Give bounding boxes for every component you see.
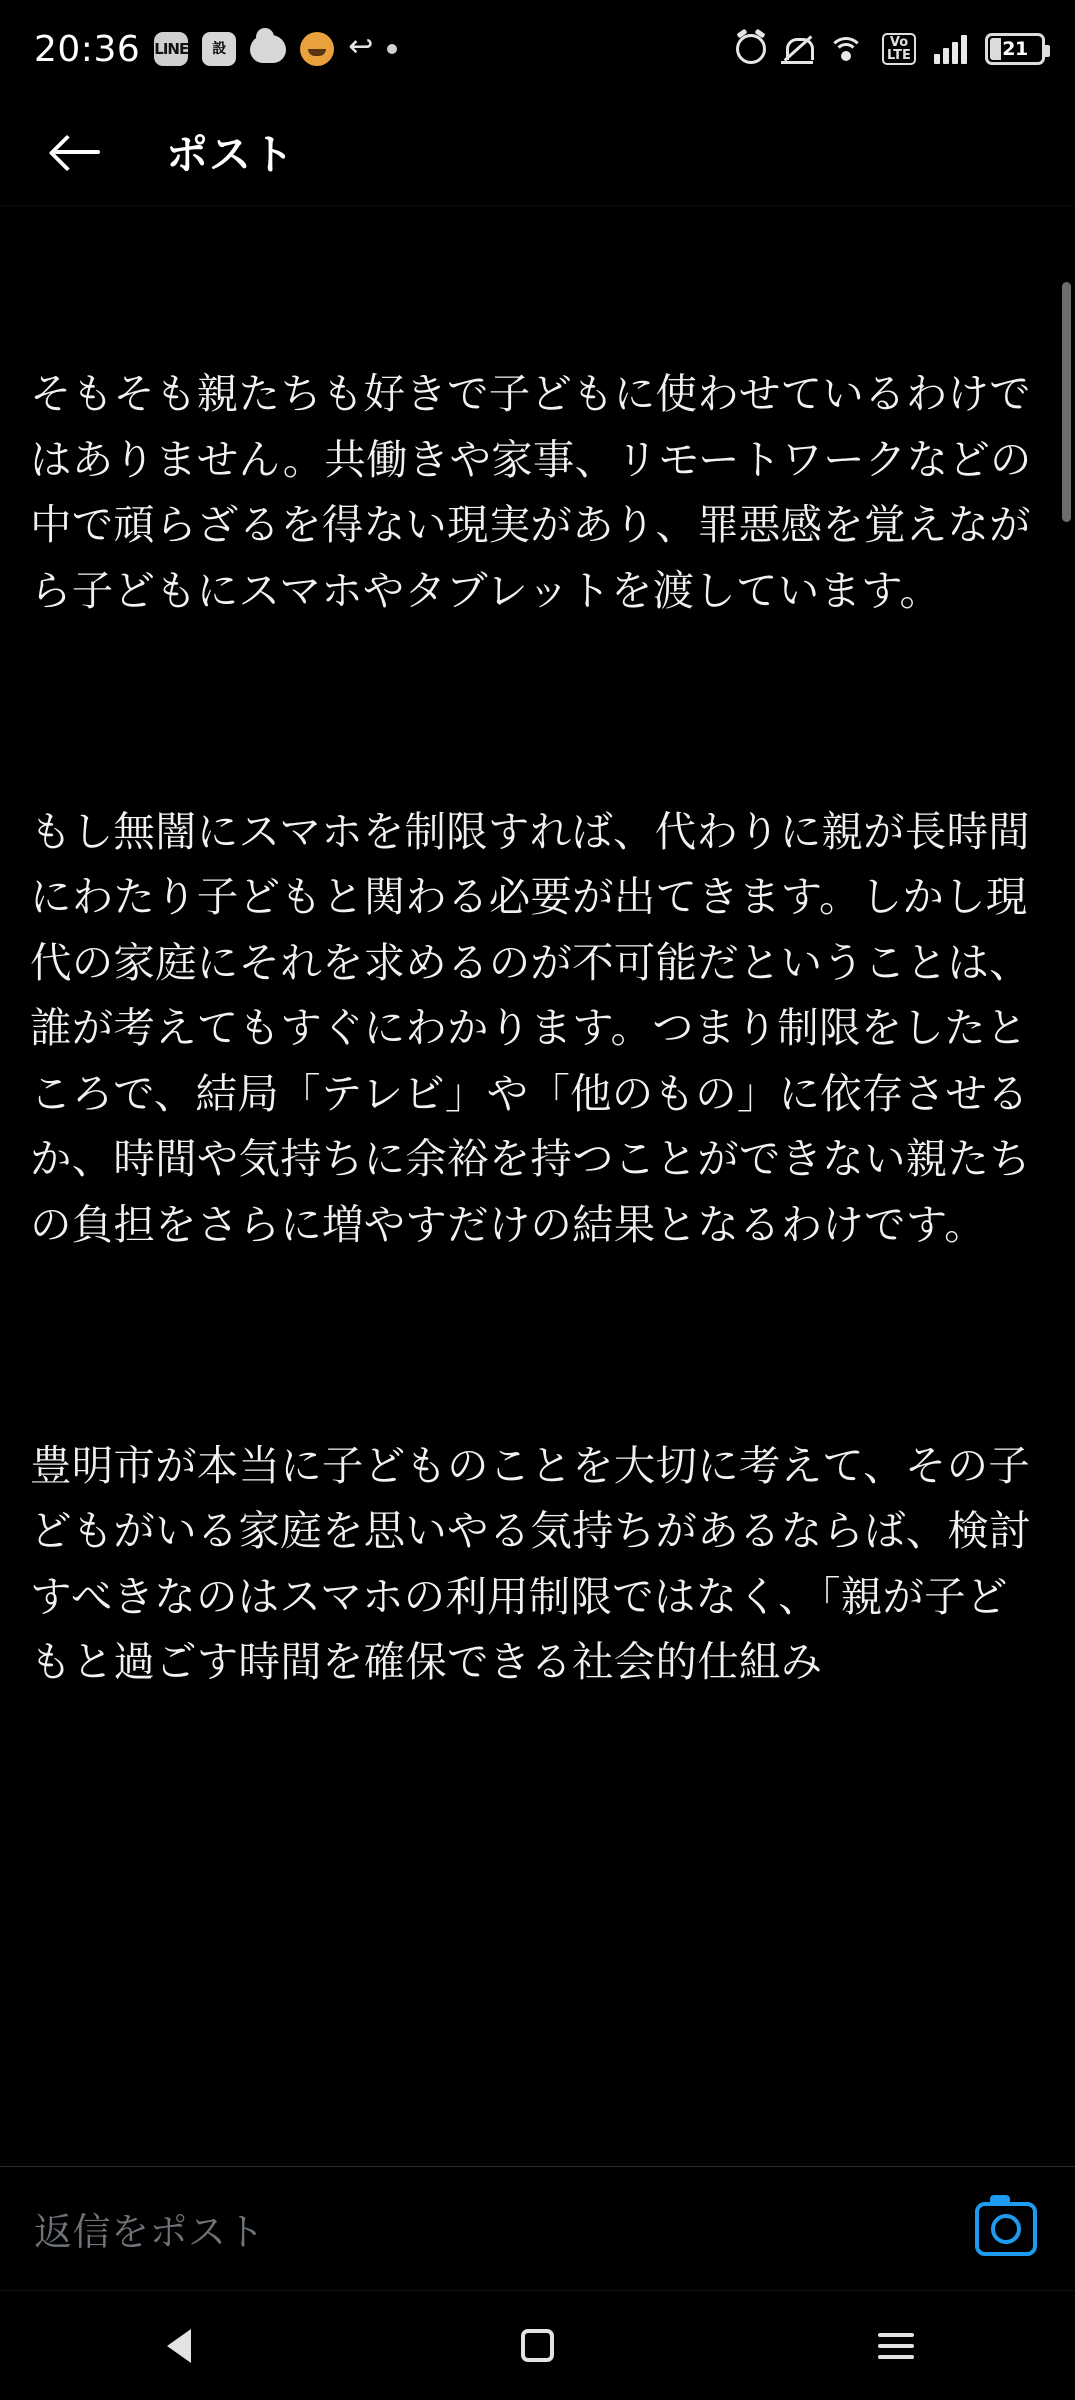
nav-home-icon [521, 2329, 554, 2362]
volte-top-label: Vo [889, 35, 909, 50]
line-app-icon [154, 32, 188, 66]
weather-cloud-icon [250, 35, 286, 63]
more-dot-icon [387, 44, 397, 54]
android-nav-bar [0, 2290, 1075, 2400]
mute-slash [784, 35, 813, 61]
volte-icon [882, 33, 916, 65]
app-notification-icon [202, 32, 236, 66]
nav-home-button[interactable] [477, 2291, 597, 2400]
status-bar-right [736, 33, 1045, 65]
emoji-notification-icon [300, 32, 334, 66]
battery-icon [985, 33, 1045, 65]
nav-recents-button[interactable] [836, 2291, 956, 2400]
app-bar [0, 98, 1075, 206]
post-paragraph: そもそも親たちも好きで子どもに使わせているわけではありません。共働きや家事、リモートワークなどの中で頑らざるを得ない現実があり、罪悪感を覚えながら子どもにスマホやタブレットを渡しています。 [30, 369, 1032, 615]
battery-fill [990, 38, 1001, 60]
wifi-icon [828, 35, 864, 63]
volte-bottom-label: LTE [887, 48, 911, 63]
post-scroll-area[interactable] [0, 206, 1075, 2166]
camera-icon[interactable] [975, 2202, 1037, 2256]
post-paragraph: 豊明市が本当に子どものことを大切に考えて、その子どもがいる家庭を思いやる気持ちがあるならば、検討すべきなのはスマホの利用制限ではなく、「親が子どもと過ごす時間を確保できる社会的仕組み [30, 1440, 1031, 1687]
nav-recents-icon [878, 2333, 914, 2359]
battery-level-label: 21 [1002, 38, 1028, 60]
status-bar-left [34, 29, 397, 70]
nav-back-button[interactable] [119, 2291, 239, 2400]
vertical-scrollbar[interactable] [1062, 282, 1071, 522]
reply-arrow-icon: ↩ [348, 29, 374, 64]
back-arrow-icon[interactable] [50, 124, 106, 180]
page-title: ポスト [166, 129, 296, 179]
notification-muted-icon [784, 35, 810, 63]
app-notification-glyph: 設 [202, 32, 236, 66]
weather-cloud-glyph [250, 35, 286, 63]
nav-back-icon [167, 2329, 191, 2363]
status-bar [0, 0, 1075, 98]
emoji-notification-glyph [300, 32, 334, 66]
more-dot-glyph [387, 44, 397, 54]
status-clock: 20:36 [34, 28, 141, 70]
post-paragraph: もし無闇にスマホを制限すれば、代わりに親が長時間にわたり子どもと関わる必要が出てきます。しかし現代の家庭にそれを求めるのが不可能だということは、誰が考えてもすぐにわかります。つまり制限をしたところで、結局「テレビ」や「他のもの」に依存させるか、時間や気持ちに余裕を持つことができない親たちの負担をさらに増やすだけの結果となるわけです。 [30, 806, 1031, 1249]
post-body [0, 206, 1075, 1826]
reply-bar[interactable] [0, 2166, 1075, 2290]
line-app-glyph: LINE [154, 32, 188, 66]
bottom-fade-overlay [0, 2126, 1075, 2166]
alarm-icon [736, 34, 766, 64]
cellular-signal-icon [934, 34, 967, 64]
reply-input[interactable]: 返信をポスト [34, 2210, 266, 2254]
